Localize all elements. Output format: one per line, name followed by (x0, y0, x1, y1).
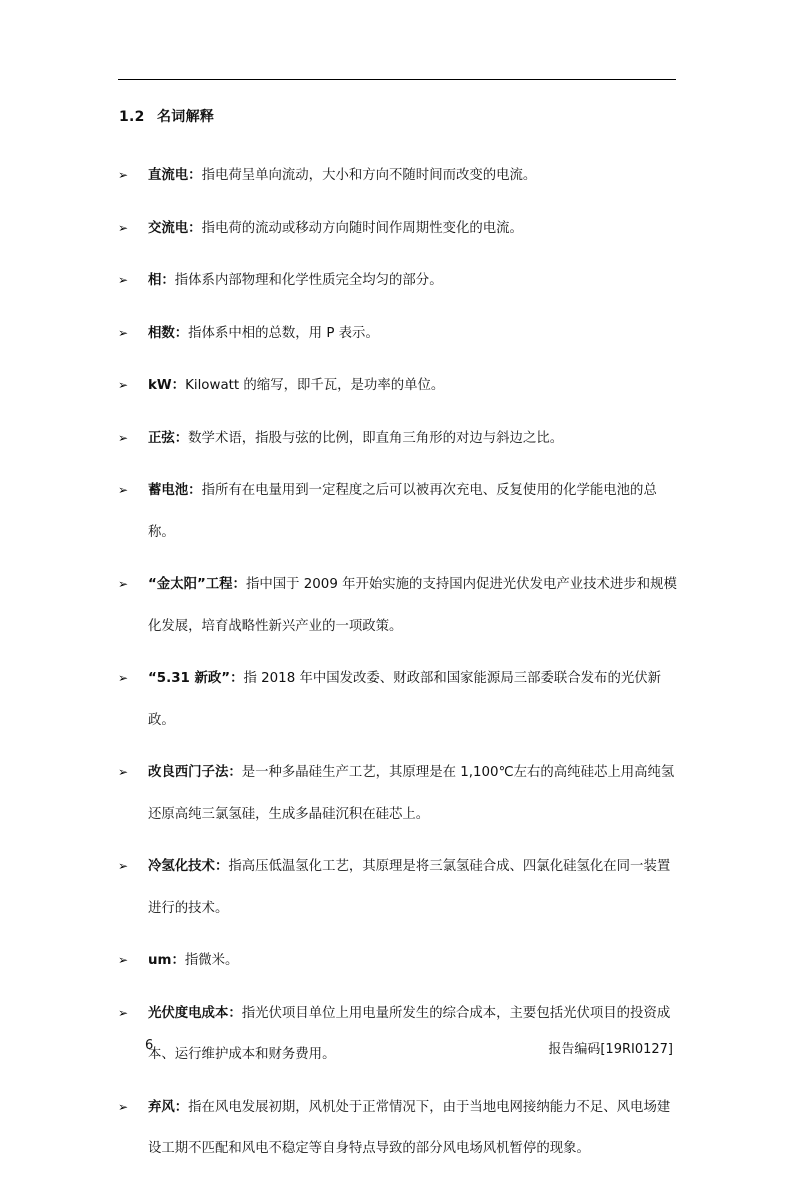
page-number: 6 (145, 1038, 154, 1053)
glossary-definition: 指微米。 (184, 953, 239, 968)
glossary-entry (118, 418, 678, 460)
arrow-bullet-icon: ➢ (118, 577, 129, 591)
glossary-definition: 指所有在电量用到一定程度之后可以被再次充电、反复使用的化学能电池的总称。 (148, 483, 657, 540)
glossary-definition: 指高压低温氢化工艺，其原理是将三氯氢硅合成、四氯化硅氢化在同一装置进行的技术。 (148, 859, 671, 916)
arrow-bullet-icon: ➢ (118, 483, 129, 497)
glossary-definition: 数学术语，指股与弦的比例，即直角三角形的对边与斜边之比。 (188, 430, 564, 446)
glossary-entry (118, 1087, 678, 1170)
glossary-definition: 指在风电发展初期，风机处于正常情况下，由于当地电网接纳能力不足、风电场建设工期不匹配和风电不稳定等自身特点导致的部分风电场风机暂停的现象。 (148, 1099, 671, 1156)
glossary-definition: 指体系内部物理和化学性质完全均匀的部分。 (174, 273, 443, 288)
arrow-bullet-icon: ➢ (118, 430, 129, 445)
glossary-entry (118, 846, 678, 929)
glossary-term: “金太阳”工程： (148, 577, 246, 592)
arrow-bullet-icon: ➢ (118, 168, 129, 182)
glossary-entry (118, 365, 678, 407)
arrow-bullet-icon: ➢ (118, 765, 129, 779)
report-code: 报告编码[19RI0127] (548, 1042, 673, 1057)
arrow-bullet-icon: ➢ (118, 325, 129, 340)
glossary-definition: 指电荷呈单向流动，大小和方向不随时间而改变的电流。 (201, 168, 537, 183)
glossary-term: 直流电： (148, 168, 202, 183)
glossary-entry (118, 155, 678, 197)
section-number: 1.2 (119, 109, 145, 125)
glossary-term: 相数： (148, 325, 189, 341)
glossary-entry (118, 208, 678, 250)
glossary-definition: 指 2018 年中国发改委、财政部和国家能源局三部委联合发布的光伏新政。 (148, 671, 662, 728)
glossary-definition: 是一种多晶硅生产工艺，其原理是在 1,100℃左右的高纯硅芯上用高纯氢还原高纯三氯氢硅，生成多晶硅沉积在硅芯上。 (148, 765, 675, 822)
glossary-list (118, 165, 678, 1191)
glossary-entry (118, 564, 678, 647)
arrow-bullet-icon: ➢ (118, 273, 129, 287)
glossary-entry (118, 470, 678, 553)
section-heading (119, 106, 214, 126)
arrow-bullet-icon: ➢ (118, 1099, 129, 1114)
glossary-term: 正弦： (148, 430, 189, 446)
glossary-entry (118, 658, 678, 741)
glossary-term: 冷氢化技术： (148, 859, 229, 874)
glossary-entry (118, 260, 678, 302)
arrow-bullet-icon: ➢ (118, 671, 129, 685)
section-title: 名词解释 (157, 109, 215, 125)
arrow-bullet-icon: ➢ (118, 378, 129, 392)
glossary-term: kW： (148, 378, 186, 393)
arrow-bullet-icon: ➢ (118, 953, 129, 967)
glossary-term: 交流电： (148, 220, 202, 236)
glossary-definition: 指体系中相的总数，用 P 表示。 (188, 325, 379, 341)
arrow-bullet-icon: ➢ (118, 1005, 129, 1020)
glossary-term: 相： (148, 273, 175, 288)
glossary-term: 蓄电池： (148, 483, 202, 498)
glossary-term: “5.31 新政”： (148, 671, 244, 686)
arrow-bullet-icon: ➢ (118, 220, 129, 235)
glossary-entry (118, 313, 678, 355)
glossary-definition: Kilowatt 的缩写，即千瓦，是功率的单位。 (185, 378, 445, 393)
glossary-term: 弃风： (148, 1099, 189, 1115)
glossary-term: 改良西门子法： (148, 765, 242, 780)
arrow-bullet-icon: ➢ (118, 859, 129, 873)
glossary-entry (118, 940, 678, 982)
glossary-entry (118, 993, 678, 1076)
glossary-term: 光伏度电成本： (148, 1005, 242, 1021)
glossary-term: um： (148, 953, 185, 968)
glossary-entry (118, 752, 678, 835)
glossary-definition: 指电荷的流动或移动方向随时间作周期性变化的电流。 (201, 220, 523, 236)
glossary-definition: 指光伏项目单位上用电量所发生的综合成本，主要包括光伏项目的投资成本、运行维护成本和财务费用。 (148, 1005, 671, 1062)
glossary-definition: 指中国于 2009 年开始实施的支持国内促进光伏发电产业技术进步和规模化发展，培育战略性新兴产业的一项政策。 (148, 577, 677, 634)
header-rule (118, 79, 676, 80)
